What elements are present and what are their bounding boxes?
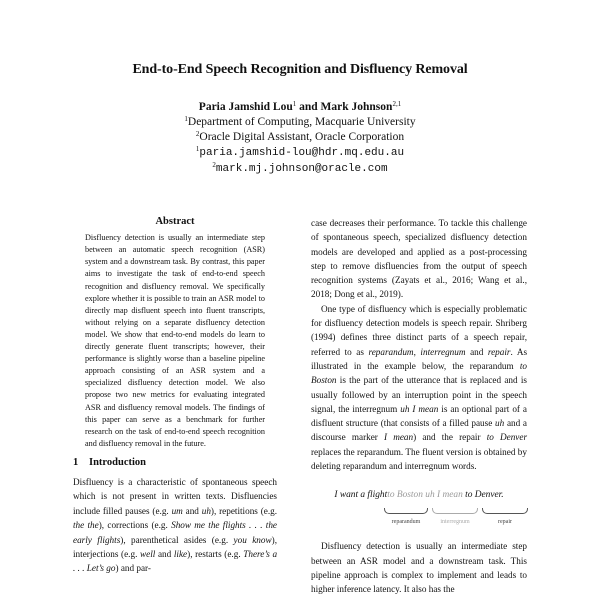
- intro-text: ) and par-: [115, 563, 151, 574]
- p2-text: is an optional part of a disfluent structure (that consists of a filled pause: [311, 403, 528, 429]
- right-paragraph-1: case decreases their performance. To tackle this challenge of spontaneous speech, specialized disfluency detection models are developed and applied as a post-processing step to remove disfluencies from the output of speech recognition systems (Zayats et al., 2016; Wang et al., 2018; Dong et al., 2019).: [311, 218, 527, 300]
- p2-text: and a discourse marker: [311, 418, 527, 443]
- p2-emph: uh I mean: [400, 403, 439, 414]
- disfluency-example: [311, 485, 527, 537]
- author-and: and: [299, 101, 318, 113]
- intro-text: ), restarts (e.g.: [187, 548, 241, 559]
- intro-emph: like: [173, 548, 188, 559]
- p2-emph: repair: [487, 346, 511, 357]
- email2-text: mark.mj.johnson@oracle.com: [215, 163, 388, 175]
- abstract-body: Disfluency detection is usually an intermediate step between an automatic speech recognition (ASR) system and a downstream task. By contrast, this paper aims to investigate the task of end-to-end speech recognition and disfluency removal. We specifically explore whether it is possible to train an ASR model to directly map disfluent speech into fluent transcripts, without relying on a separate disfluency detection model. We show that end-to-end models do learn to directly generate fluent transcripts; however, their performance is slightly worse than a baseline pipeline approach consisting of an ASR system and a specialized disfluency detection model. We also propose two new metrics for evaluating integrated ASR and disfluency removal models. The findings of this paper can serve as a benchmark for further research on the task of end-to-end speech recognition and disfluency removal in the future.: [85, 233, 265, 448]
- aff2-text: Oracle Digital Assistant, Oracle Corporation: [199, 131, 405, 143]
- intro-emph: you know: [233, 534, 272, 545]
- intro-emph: Show me the flights . . . the early flights: [73, 520, 278, 545]
- intro-text: ), parenthetical asides (e.g.: [120, 534, 229, 545]
- p2-emph: reparandum: [368, 346, 414, 357]
- label-repair: repair: [498, 519, 512, 526]
- label-reparandum: reparandum: [391, 519, 421, 526]
- brace-reparandum: [384, 508, 428, 528]
- p2-emph: interregnum: [420, 346, 466, 357]
- label-interregnum: interregnum: [440, 519, 470, 526]
- p2-emph: to Denver: [486, 432, 528, 443]
- p2-emph: I mean: [384, 432, 414, 443]
- aff1-sup: 1: [184, 115, 188, 123]
- author-1-sup: 1: [292, 100, 297, 108]
- p2-text: replaces the reparandum. The fluent version is obtained by deleting reparandum and interregnum words.: [311, 446, 527, 472]
- intro-text: ), repetitions (e.g.: [210, 505, 278, 516]
- abstract-heading: Abstract: [155, 216, 195, 227]
- right-column: [311, 216, 527, 597]
- author-names: [0, 100, 600, 115]
- author-block: [0, 100, 600, 177]
- intro-emph: the the: [73, 520, 99, 531]
- intro-emph: um: [171, 505, 183, 516]
- p2-text: . As illustrated in the example below, the reparandum: [311, 346, 528, 371]
- author-1-name: Paria Jamshid Lou: [198, 101, 293, 113]
- intro-text: ), interjections (e.g.: [73, 534, 277, 559]
- p2-text: ) and the repair: [413, 432, 481, 443]
- intro-emph: uh: [201, 505, 211, 516]
- affiliation-1: [0, 115, 600, 130]
- left-column: [73, 216, 277, 576]
- author-2-name: Mark Johnson: [320, 101, 393, 113]
- brace-repair: [482, 508, 528, 528]
- brace-shape: [432, 508, 478, 514]
- brace-shape: [384, 508, 428, 514]
- affiliation-2: [0, 130, 600, 145]
- p2-emph: uh: [495, 418, 505, 429]
- example-repair: to Denver.: [465, 490, 504, 501]
- email1-sup: 1: [195, 145, 200, 153]
- intro-text: and: [157, 548, 172, 559]
- intro-emph: well: [140, 548, 156, 559]
- email1-text: paria.jamshid-lou@hdr.mq.edu.au: [199, 147, 405, 159]
- p2-text: One type of disfluency which is especially problematic for disfluency detection models is speech repair. Shriberg (1994) defines three distinct parts of a speech repair, referred to as: [311, 303, 527, 357]
- section-heading-introduction: [73, 456, 277, 470]
- intro-text: ), corrections (e.g.: [98, 520, 168, 531]
- paper-title: End-to-End Speech Recognition and Disfluency Removal: [132, 62, 468, 77]
- section-number: 1: [73, 456, 79, 468]
- intro-emph: There’s a . . . Let’s go: [73, 548, 278, 574]
- right-paragraph-2: [311, 302, 527, 474]
- brace-interregnum: [432, 508, 478, 528]
- email2-sup: 2: [212, 161, 216, 169]
- aff1-text: Department of Computing, Macquarie University: [187, 116, 416, 128]
- example-interregnum: uh I mean: [425, 490, 463, 501]
- example-sentence: [311, 489, 527, 501]
- email-2: [0, 161, 600, 177]
- p2-text: and: [470, 346, 484, 357]
- author-2-sup: 2,1: [392, 100, 402, 108]
- aff2-sup: 2: [195, 130, 200, 138]
- p2-emph: to Boston: [311, 360, 528, 386]
- section-title: Introduction: [89, 456, 146, 468]
- email-1: [0, 145, 600, 161]
- p2-text: is the part of the utterance that is replaced and is usually followed by an interruption point in the speech signal, the interregnum: [311, 375, 527, 414]
- p2-text: ,: [413, 346, 416, 357]
- intro-text: and: [185, 505, 199, 516]
- example-reparandum: to Boston: [387, 490, 423, 501]
- example-prefix: I want a flight: [334, 490, 388, 501]
- intro-paragraph: [73, 475, 277, 576]
- right-paragraph-3: Disfluency detection is usually an intermediate step between an ASR model and a downstream task. This pipeline approach is complex to implement and leads to higher inference latency. It also has the: [311, 541, 527, 595]
- brace-shape: [482, 508, 528, 514]
- intro-text: Disfluency is a characteristic of spontaneous speech which is not present in written texts. Disfluencies include filled pauses (e.g.: [73, 476, 277, 516]
